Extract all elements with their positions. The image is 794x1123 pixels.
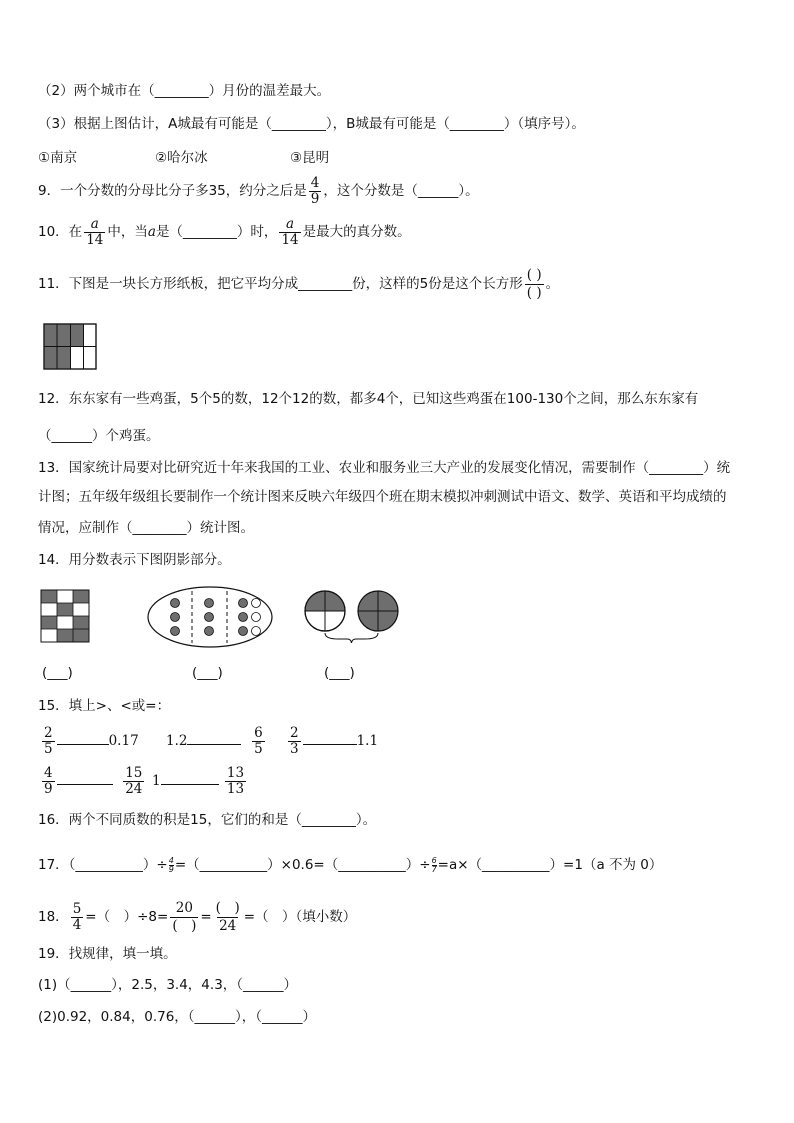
q9 [38, 174, 479, 208]
q9-num: 4 [310, 174, 320, 191]
q17-p1: 17．（__________）÷ [38, 857, 168, 873]
q10-mid1: 中，当 [107, 224, 148, 240]
q15-row2a [40, 764, 146, 798]
q15-item4-blank[interactable] [57, 772, 113, 785]
q15-item3-blank[interactable] [303, 732, 357, 745]
q19-line2: (2)0.92，0.84，0.76，（______），（______） [38, 1009, 317, 1025]
q15-item4-num-a: 4 [44, 765, 53, 781]
q15-item2-den: 5 [254, 741, 263, 757]
q15-item1-frac [42, 726, 55, 757]
q9-suffix: ，这个分数是（______）。 [323, 183, 479, 199]
q15-item1-blank[interactable] [57, 732, 109, 745]
q15-item3-frac [288, 726, 301, 757]
q11-frac-num: ( ) [526, 266, 542, 283]
ellipse-dots-figure [146, 585, 274, 649]
q15-item3-den: 3 [290, 741, 299, 757]
q15-text: 15．填上>、<或=： [38, 698, 171, 714]
q15-item5-den: 13 [226, 781, 245, 797]
q15-item3-b: 1.1 [356, 733, 379, 749]
q17-f1-den: 9 [168, 864, 174, 874]
q10-var-1: a [90, 215, 99, 232]
q18-h-num: ( ) [215, 899, 240, 916]
q18: 18． $\frac{5}{4}$ =（ ）÷8= $\frac{20}{( )}$ = $\frac{( )}{24}$ =（ ）（填小数） [38, 899, 357, 934]
q15-item4-den-b: 24 [125, 781, 143, 797]
q11-end: 。 [545, 276, 560, 292]
q18-frac-1 [71, 902, 84, 933]
q15-item4-frac-a [42, 766, 55, 797]
q18-f-num: 5 [72, 900, 82, 917]
q15-item2-a: 1.2 [166, 733, 188, 749]
q15-item5-blank[interactable] [161, 772, 219, 785]
q11 [38, 265, 559, 303]
q14-text: 14．用分数表示下图阴影部分。 [38, 552, 231, 568]
q8-option-1: ①南京 [38, 150, 78, 166]
q15-item1-b: 0.17 [108, 733, 139, 749]
q18-frac-3 [214, 900, 242, 935]
q10-den-2: 14 [281, 231, 299, 248]
q18-p2: =（ ）（填小数） [243, 909, 357, 925]
q15-item5-a: 1 [152, 773, 161, 789]
q15-item4-num-b: 15 [125, 765, 143, 781]
q15-row1 [40, 724, 139, 758]
q11-fraction [525, 267, 544, 302]
q19-line1: (1)（______），2.5，3.4，4.3，（______） [38, 977, 298, 993]
q18-p1: =（ ）÷8= [85, 909, 169, 925]
q11-frac-den: ( ) [526, 284, 542, 301]
checker-grid-figure [40, 589, 90, 643]
q10 [38, 215, 411, 249]
q17-f2-den: 7 [431, 864, 437, 874]
q10-fraction-2 [279, 217, 300, 248]
q12-line1: 12．东东家有一些鸡蛋，5个5的数，12个12的数，都多4个，已知这些鸡蛋在100-130个之间，那么东东家有 [38, 391, 699, 407]
q15-item5-frac [225, 766, 246, 797]
q11-text: 11．下图是一块长方形纸板，把它平均分成________份，这样的5份是这个长方形 [38, 276, 523, 292]
q14-answer-2: (___) [192, 665, 223, 681]
q17-frac-1 [169, 857, 174, 874]
q9-fraction [309, 176, 322, 207]
q17-p3: =a×（__________）=1（a 不为 0） [437, 857, 663, 873]
q8-part2: （2）两个城市在（________）月份的温差最大。 [38, 83, 331, 99]
q17-f1-num: 4 [168, 855, 174, 865]
q18-frac-2 [170, 900, 198, 935]
q9-prefix: 9．一个分数的分母比分子多35，约分之后是 [38, 183, 307, 199]
q13-line2: 计图；五年级年级组长要制作一个统计图来反映六年级四个班在期末模拟冲刺测试中语文、数学、英语和平均成绩的 [38, 489, 727, 505]
circles-figure [303, 589, 403, 645]
q18-g-den: ( ) [172, 917, 197, 934]
q15-item5-num: 13 [226, 765, 245, 781]
q18-g-num: 20 [175, 899, 193, 916]
q15-item3-num: 2 [290, 725, 299, 741]
q17-f2-num: 6 [431, 855, 437, 865]
q10-fraction-1 [84, 217, 105, 248]
q15-row1b [166, 724, 267, 758]
q18-label: 18． [38, 909, 69, 925]
q17-p2: =（__________）×0.6=（__________）÷ [174, 857, 431, 873]
q13-line1: 13．国家统计局要对比研究近十年来我国的工业、农业和服务业三大产业的发展变化情况，需要制作（________）统 [38, 460, 731, 476]
q14-answer-1: (___) [42, 665, 73, 681]
q15-item1-num: 2 [44, 725, 53, 741]
q17-frac-2 [432, 857, 437, 874]
q8-option-3: ③昆明 [290, 150, 330, 166]
q8-option-2: ②哈尔冰 [155, 150, 208, 166]
q15-item1-den: 5 [44, 741, 53, 757]
q14-answer-3: (___) [324, 665, 355, 681]
q10-mid2: 是（________）时， [155, 224, 278, 240]
q10-prefix: 10．在 [38, 224, 83, 240]
q16-text: 16．两个不同质数的积是15，它们的和是（________）。 [38, 812, 377, 828]
q15-row2b [152, 764, 248, 798]
q17 [38, 851, 662, 879]
q10-var-2: a [286, 215, 295, 232]
q13-line3: 情况，应制作（________）统计图。 [38, 520, 254, 536]
q9-den: 9 [310, 190, 320, 207]
q18-h-den: 24 [219, 917, 237, 934]
q15-item4-frac-b [123, 766, 144, 797]
q18-f-den: 4 [72, 916, 82, 933]
q12-line2: （______）个鸡蛋。 [38, 428, 160, 444]
rectangle-figure [43, 323, 99, 371]
q8-part3: （3）根据上图估计，A城最有可能是（________），B城最有可能是（________）（填序号）。 [38, 116, 585, 132]
q10-var-inline: a [147, 224, 156, 240]
q15-item2-num: 6 [254, 725, 263, 741]
q15-item2-frac [252, 726, 265, 757]
q15-item2-blank[interactable] [187, 732, 241, 745]
q15-row1c [286, 724, 378, 758]
q19-text: 19．找规律，填一填。 [38, 946, 177, 962]
q10-den-1: 14 [86, 231, 104, 248]
q10-suffix: 是最大的真分数。 [302, 224, 411, 240]
q15-item4-den-a: 9 [44, 781, 53, 797]
